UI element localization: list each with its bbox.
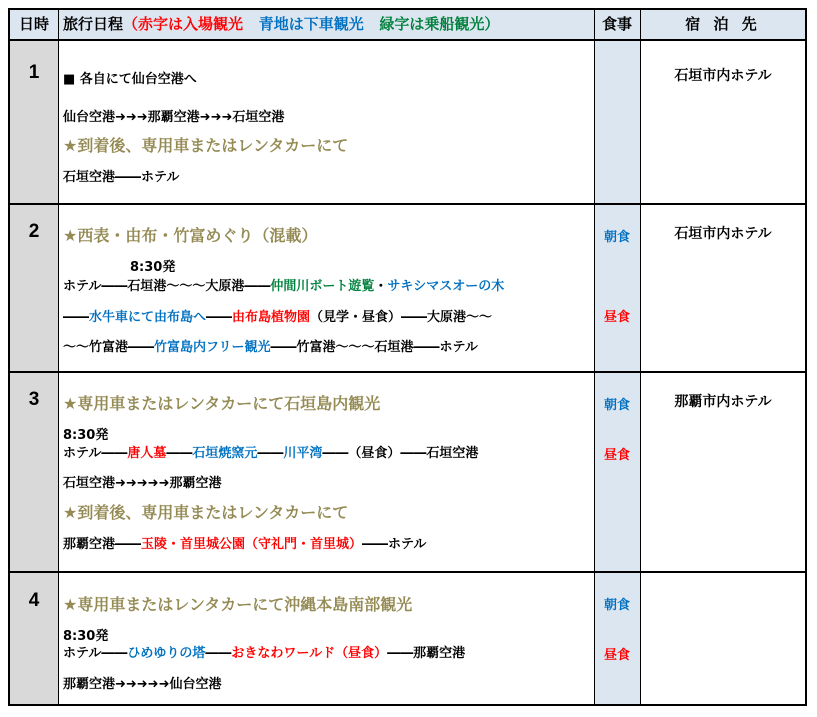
itinerary-line: ■ 各自にて仙台空港へ (63, 72, 197, 87)
row-divider (10, 371, 805, 373)
route-text: ～～竹富港―― (63, 340, 155, 355)
day-number: 1 (28, 62, 40, 83)
route-text: 那覇空港―― (63, 537, 142, 552)
departure-time: 8:30発 (130, 260, 176, 275)
itinerary-line: 那覇空港➜➜➜➜➜仙台空港 (63, 677, 222, 692)
meal-breakfast: 朝食 (603, 398, 630, 413)
hotel-name: 石垣市内ホテル (674, 226, 772, 242)
meal-breakfast: 朝食 (603, 230, 630, 245)
itinerary-table (8, 8, 807, 706)
meal-lunch: 昼食 (603, 310, 630, 325)
itinerary-highlight: ★西表・由布・竹富めぐり（混載） (63, 226, 318, 245)
meal-lunch: 昼食 (603, 448, 630, 463)
itinerary-line (63, 442, 478, 461)
legend-close-paren: ） (484, 15, 500, 33)
itinerary-highlight: ★到着後、専用車またはレンタカーにて (63, 503, 349, 522)
header-day: 日時 (18, 15, 49, 33)
route-text: ホテル――石垣港～～～大原港―― (63, 279, 271, 294)
itinerary-line: 仙台空港➜➜➜那覇空港➜➜➜石垣空港 (63, 110, 285, 125)
meal-breakfast: 朝食 (603, 598, 630, 613)
header-meal: 食事 (601, 15, 632, 33)
column-divider (640, 10, 641, 704)
hotel-name: 那覇市内ホテル (674, 394, 772, 410)
route-text: （見学・昼食）――大原港～～ (310, 310, 493, 325)
entry-spot: 玉陵・首里城公園（守礼門・首里城） (141, 537, 363, 552)
legend-cruise: 緑字は乗船観光 (379, 15, 485, 33)
table-header (10, 10, 805, 41)
header-itinerary (63, 10, 499, 39)
entry-spot: 唐人墓 (127, 446, 167, 461)
day-number: 3 (28, 389, 40, 410)
row-divider (10, 203, 805, 205)
itinerary-highlight: ★専用車またはレンタカーにて沖縄本島南部観光 (63, 595, 413, 614)
route-text: ――那覇空港 (387, 646, 466, 661)
legend-open-paren: （ (123, 15, 139, 33)
itinerary-line (63, 533, 426, 552)
itinerary-line (63, 642, 465, 661)
route-text: ―― (166, 446, 193, 461)
stopover-spot: 石垣焼窯元 (192, 446, 258, 461)
itinerary-line (63, 275, 504, 294)
itinerary-line: 石垣空港――ホテル (63, 170, 180, 185)
itinerary-highlight: ★到着後、専用車またはレンタカーにて (63, 136, 349, 155)
day-number: 2 (28, 221, 40, 242)
route-text: ・ (374, 279, 388, 294)
row-divider (10, 571, 805, 573)
entry-spot: おきなわワールド（昼食） (231, 646, 388, 661)
route-text: ―― (205, 646, 232, 661)
route-text: ホテル―― (63, 646, 128, 661)
route-text: ――ホテル (362, 537, 427, 552)
stopover-spot: 竹富島内フリー観光 (154, 340, 271, 355)
legend-stopover: 青地は下車観光 (258, 15, 364, 33)
hotel-name: 石垣市内ホテル (674, 68, 772, 84)
entry-spot: 由布島植物園 (232, 310, 311, 325)
route-text: ―― (257, 446, 284, 461)
route-text: ―― (206, 310, 233, 325)
route-text: ――竹富港～～～石垣港――ホテル (270, 340, 478, 355)
stopover-spot: サキシマスオーの木 (387, 279, 505, 294)
header-itinerary-title: 旅行日程 (63, 15, 124, 33)
day-number: 4 (28, 590, 40, 611)
itinerary-line (63, 336, 478, 355)
header-hotel: 宿 泊 先 (685, 15, 761, 33)
route-text: ホテル―― (63, 446, 128, 461)
itinerary-highlight: ★専用車またはレンタカーにて石垣島内観光 (63, 394, 381, 413)
meal-lunch: 昼食 (603, 648, 630, 663)
column-divider (58, 10, 59, 704)
stopover-spot: 水牛車にて由布島へ (89, 310, 207, 325)
departure-time: 8:30発 (63, 629, 109, 644)
itinerary-line (63, 306, 492, 325)
route-text: ―― (63, 310, 89, 325)
cruise-spot: 仲間川ボート遊覧 (270, 279, 375, 294)
itinerary-line: 石垣空港➜➜➜➜➜那覇空港 (63, 476, 222, 491)
stopover-spot: 川平湾 (283, 446, 323, 461)
stopover-spot: ひめゆりの塔 (127, 646, 206, 661)
legend-entry: 赤字は入場観光 (138, 15, 244, 33)
departure-time: 8:30発 (63, 428, 109, 443)
route-text: ――（昼食）――石垣空港 (322, 446, 479, 461)
